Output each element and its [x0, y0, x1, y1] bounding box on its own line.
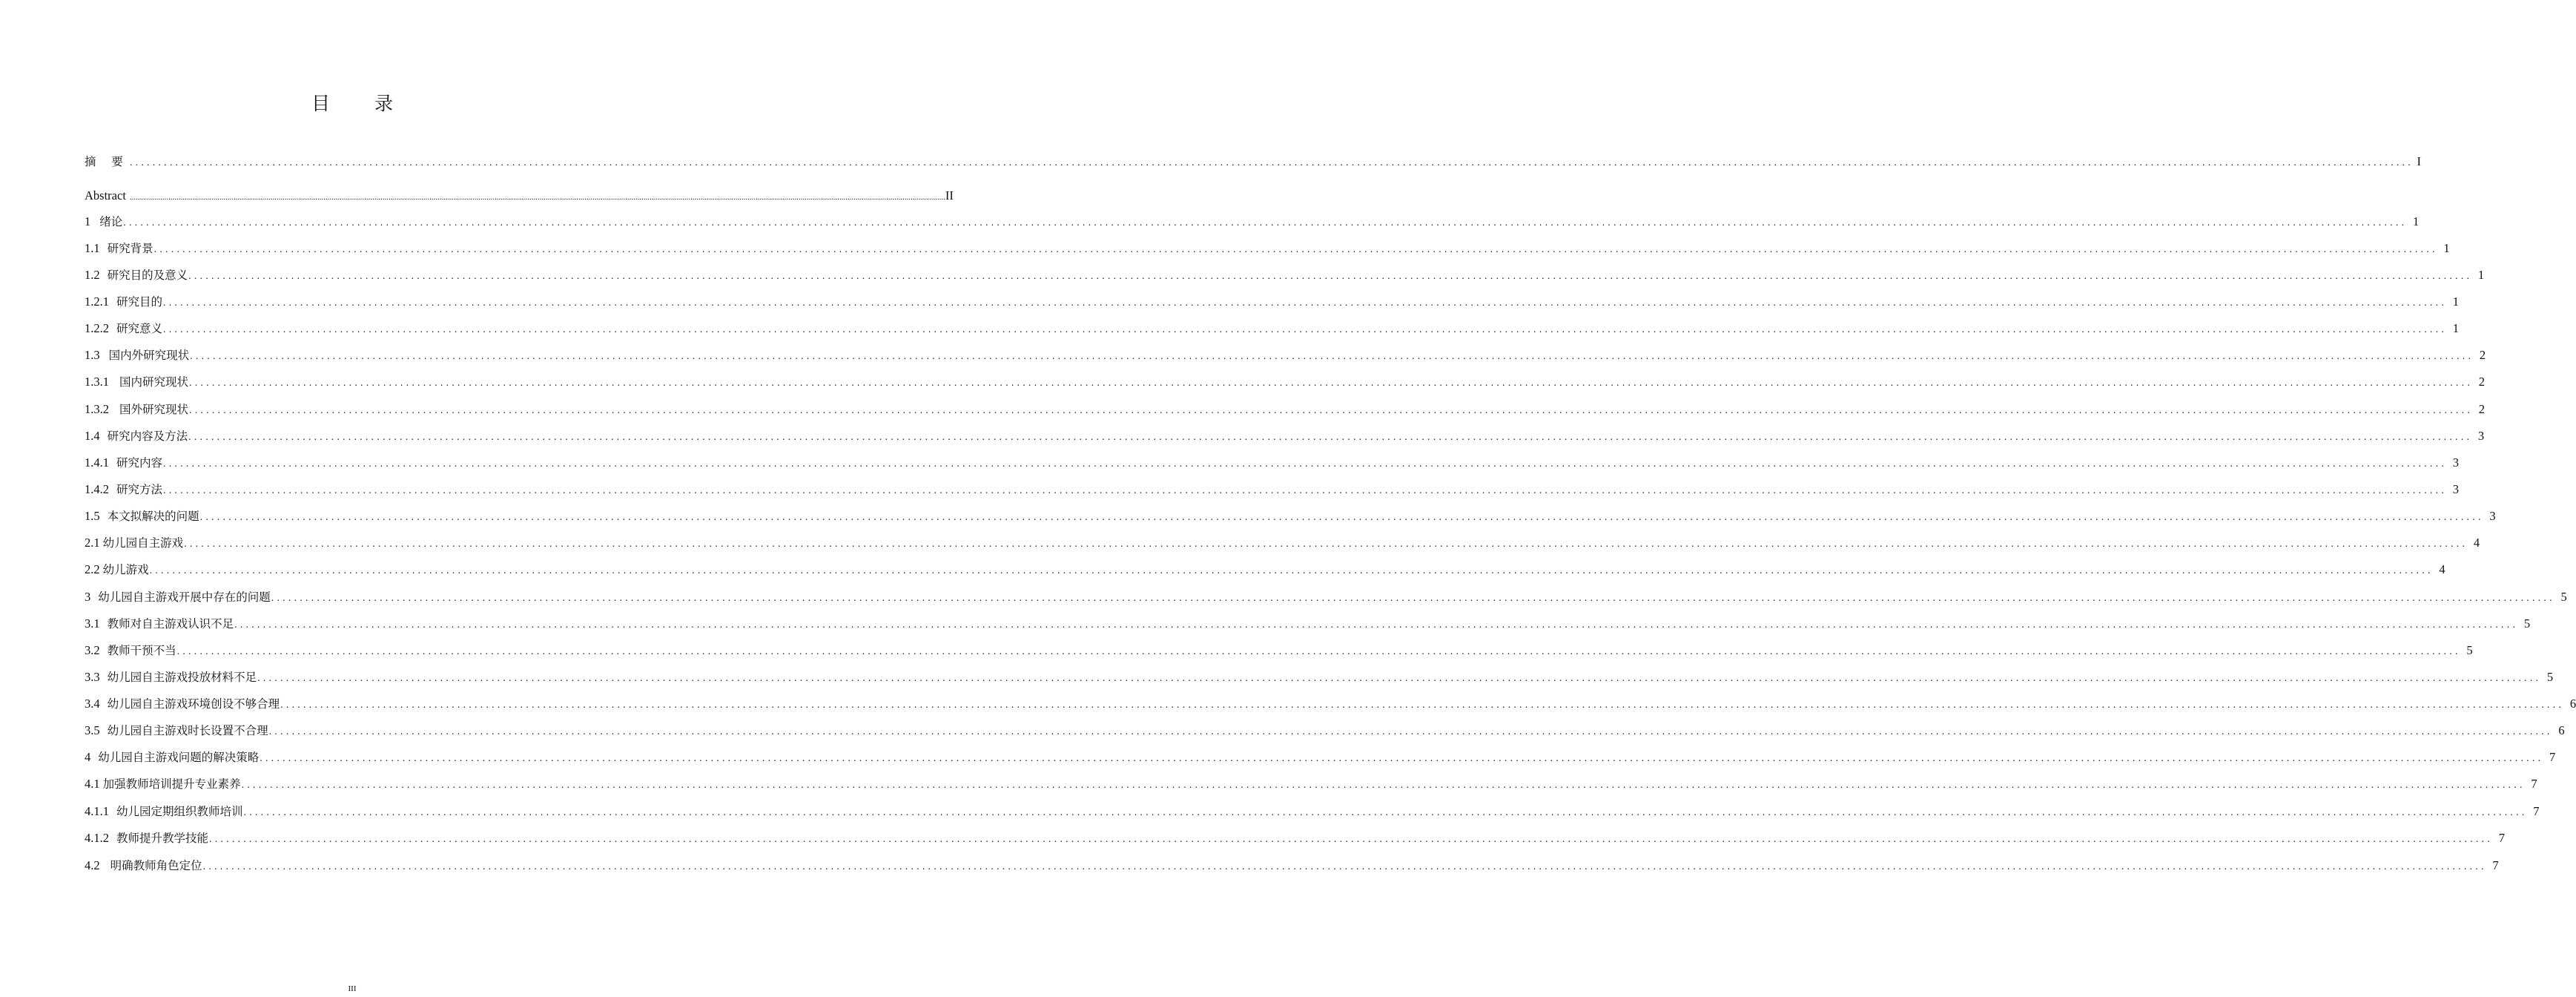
dot-leader: ................................................................................................................................................................................................................................................................................................................................................................................................................ [199, 512, 2484, 523]
toc-entry-text: 研究背景 [107, 242, 153, 255]
dot-leader: ................................................................................................................................................................................................................................................................................................................................................................................................................ [129, 157, 2414, 168]
toc-entry-number: 4.2 [85, 858, 100, 872]
toc-entry-label [85, 266, 188, 284]
toc-entry-number: 3.1 [85, 616, 100, 631]
toc-entry-text: 幼儿园定期组织教师培训 [116, 805, 243, 818]
toc-entry-text: 研究意义 [116, 322, 163, 335]
toc-entry-text: 研究方法 [116, 483, 163, 496]
toc-entry-page: 1 [2477, 268, 2485, 282]
toc-entry-text: 国外研究现状 [119, 403, 189, 416]
toc-entry-text: 教师提升教学技能 [116, 832, 209, 845]
toc-entry-text: 幼儿园自主游戏环境创设不够合理 [107, 697, 280, 711]
toc-entry-page: II [945, 188, 954, 203]
toc-entry-label [85, 534, 183, 552]
toc-entry-page: 4 [2439, 562, 2445, 576]
toc-entry-text: Abstract [85, 188, 126, 203]
toc-entry-page: 3 [2452, 455, 2460, 470]
dot-leader: ................................................................................................................................................................................................................................................................................................................................................................................................................ [271, 593, 2555, 604]
toc-entry-label [85, 803, 243, 820]
toc-entry-number: 1.3 [85, 348, 100, 362]
toc-entry-number: 3.5 [85, 723, 100, 737]
toc-entry[interactable] [85, 187, 954, 205]
toc-entry-page: 6 [2569, 697, 2576, 711]
toc-entry-text: 幼儿游戏 [102, 563, 149, 576]
toc-entry-text: 国内研究现状 [119, 375, 189, 389]
dot-leader: ................................................................................................................................................................................................................................................................................................................................................................................................................ [243, 807, 2528, 818]
dot-leader: ................................................................................................................................................................................................................................................................................................................................................................................................................ [189, 378, 2474, 389]
dot-leader: ................................................................................................................................................................................................................................................................................................................................................................................................................ [163, 458, 2448, 470]
toc-entry-label [85, 373, 188, 391]
toc-entry[interactable] [85, 615, 2531, 633]
toc-entry[interactable] [85, 642, 2473, 659]
toc-entry-label [85, 695, 280, 713]
toc-entry-text: 本文拟解决的问题 [107, 510, 199, 523]
dot-leader: ................................................................................................................................................................................................................................................................................................................................................................................................................ [123, 217, 2408, 228]
toc-entry[interactable] [85, 829, 2506, 847]
toc-entry-label [85, 240, 153, 257]
dot-leader: ................................................................................................................................................................................................................................................................................................................................................................................................................ [209, 834, 2494, 845]
toc-entry[interactable] [85, 748, 2556, 766]
toc-entry-label [85, 668, 257, 686]
toc-entry-text: 教师对自主游戏认识不足 [107, 617, 234, 631]
toc-entry[interactable] [85, 775, 2537, 793]
dot-leader: ................................................................................................................................................................................................................................................................................................................................................................................................................ [149, 565, 2434, 576]
toc-entry[interactable] [85, 153, 2421, 171]
toc-entry-number: 1.4.2 [85, 482, 109, 496]
dot-leader: ................................................................................................................................................................................................................................................................................................................................................................................................................ [129, 193, 945, 202]
dot-leader: ................................................................................................................................................................................................................................................................................................................................................................................................................ [163, 485, 2448, 496]
toc-entry-page: 4 [2473, 536, 2480, 550]
dot-leader: ................................................................................................................................................................................................................................................................................................................................................................................................................ [257, 673, 2542, 684]
toc-entry-page: 5 [2546, 670, 2554, 684]
toc-entry-label [85, 427, 188, 445]
toc-entry-text: 教师干预不当 [107, 644, 176, 657]
toc-entry[interactable] [85, 373, 2486, 391]
page-number-footer: III [348, 984, 357, 993]
toc-entry-number: 3 [85, 590, 91, 604]
toc-entry[interactable] [85, 427, 2485, 445]
toc-entry-number: 1 [85, 214, 91, 228]
toc-entry-text: 幼儿园自主游戏 [102, 536, 184, 550]
dot-leader: ................................................................................................................................................................................................................................................................................................................................................................................................................ [268, 726, 2553, 737]
toc-entry-label [85, 722, 268, 740]
toc-entry-number: 1.3.1 [85, 375, 109, 389]
page-title: 目 录 [311, 93, 412, 114]
toc-entry-label [85, 454, 162, 472]
toc-entry-number: 3.2 [85, 643, 100, 657]
toc-entry-page: 1 [2443, 241, 2450, 255]
toc-entry-page: 3 [2452, 482, 2460, 496]
toc-entry-label [85, 561, 149, 579]
toc-entry-text: 幼儿园自主游戏投放材料不足 [107, 671, 257, 684]
toc-entry-page: 7 [2498, 831, 2506, 845]
toc-entry-page: 7 [2492, 858, 2499, 872]
toc-entry-number: 3.3 [85, 670, 100, 684]
toc-entry[interactable] [85, 213, 2420, 231]
toc-entry-number: 1.1 [85, 241, 100, 255]
dot-leader: ................................................................................................................................................................................................................................................................................................................................................................................................................ [234, 619, 2519, 631]
toc-entry-label [85, 293, 162, 311]
toc-entry-number: 1.4.1 [85, 455, 109, 470]
toc-entry[interactable] [85, 588, 2567, 606]
dot-leader: ................................................................................................................................................................................................................................................................................................................................................................................................................ [163, 324, 2448, 335]
dot-leader: ................................................................................................................................................................................................................................................................................................................................................................................................................ [260, 753, 2544, 764]
toc-entry[interactable] [85, 401, 2486, 418]
dot-leader: ................................................................................................................................................................................................................................................................................................................................................................................................................ [280, 700, 2565, 711]
toc-entry-page: I [2417, 154, 2421, 168]
toc-entry-text: 国内外研究现状 [108, 349, 190, 362]
toc-entry[interactable] [85, 320, 2460, 338]
toc-entry-label [85, 320, 162, 338]
toc-entry-text: 研究目的 [116, 295, 163, 309]
toc-entry-number: 4.1 [85, 777, 100, 791]
toc-entry-page: 5 [2560, 590, 2567, 604]
toc-entry-page: 7 [2533, 804, 2540, 818]
toc-entry-text: 明确教师角色定位 [110, 859, 202, 872]
toc-entry[interactable] [85, 481, 2460, 498]
toc-entry-label [85, 642, 176, 659]
toc-entry-page: 7 [2549, 750, 2556, 764]
toc-entry-number: 3.4 [85, 697, 100, 711]
toc-entry-text: 摘 要 [85, 155, 129, 168]
toc-entry-number: 4.1.1 [85, 804, 109, 818]
toc-entry[interactable] [85, 668, 2554, 686]
dot-leader: ................................................................................................................................................................................................................................................................................................................................................................................................................ [241, 780, 2526, 791]
toc-entry-label [85, 346, 189, 364]
toc-entry-label [85, 829, 208, 847]
toc-entry[interactable] [85, 293, 2460, 311]
toc-entry-number: 2.2 [85, 562, 100, 576]
toc-entry-label [85, 187, 129, 205]
toc-entry-page: 6 [2558, 723, 2565, 737]
toc-entry-text: 研究内容及方法 [107, 430, 188, 443]
toc-entry[interactable] [85, 695, 2576, 713]
toc-entry-page: 7 [2531, 777, 2537, 791]
toc-entry-page: 1 [2452, 295, 2460, 309]
toc-entry-page: 2 [2479, 348, 2486, 362]
toc-entry-label [85, 857, 202, 875]
toc-entry-text: 幼儿园自主游戏问题的解决策略 [98, 751, 260, 764]
toc-entry-label [85, 507, 199, 525]
dot-leader: ................................................................................................................................................................................................................................................................................................................................................................................................................ [188, 432, 2473, 443]
toc-entry-number: 1.3.2 [85, 402, 109, 416]
toc-entry-page: 3 [2477, 429, 2485, 443]
toc-entry-page: 2 [2478, 375, 2486, 389]
toc-entry-label [85, 153, 129, 171]
toc-entry-label [85, 615, 234, 633]
toc-entry-label [85, 401, 188, 418]
toc-entry-number: 1.4 [85, 429, 100, 443]
toc-entry[interactable] [85, 857, 2499, 875]
toc-entry-number: 1.2.1 [85, 295, 109, 309]
toc-entry-text: 绪论 [99, 215, 123, 228]
toc-entry-text: 研究目的及意义 [107, 269, 188, 282]
toc-entry[interactable] [85, 346, 2486, 364]
toc-entry[interactable] [85, 240, 2450, 257]
toc-entry-page: 1 [2413, 214, 2420, 228]
toc-entry[interactable] [85, 266, 2485, 284]
toc-entry-label [85, 481, 162, 498]
toc-entry-text: 加强教师培训提升专业素养 [102, 777, 241, 791]
dot-leader: ................................................................................................................................................................................................................................................................................................................................................................................................................ [202, 861, 2487, 872]
toc-entry-number: 2.1 [85, 536, 100, 550]
toc-entry[interactable] [85, 454, 2460, 472]
toc-entry-number: 4.1.2 [85, 831, 109, 845]
toc-entry-label [85, 775, 241, 793]
toc-entry-number: 1.5 [85, 509, 100, 523]
toc-entry[interactable] [85, 561, 2445, 579]
toc-entry-page: 3 [2489, 509, 2496, 523]
toc-entry-label [85, 588, 271, 606]
toc-entry-text: 研究内容 [116, 456, 163, 470]
toc-entry[interactable] [85, 803, 2540, 820]
toc-entry[interactable] [85, 507, 2496, 525]
dot-leader: ................................................................................................................................................................................................................................................................................................................................................................................................................ [153, 244, 2438, 255]
toc-entry-page: 5 [2466, 643, 2473, 657]
toc-entry[interactable] [85, 534, 2480, 552]
toc-entry-text: 幼儿园自主游戏开展中存在的问题 [98, 590, 271, 604]
dot-leader: ................................................................................................................................................................................................................................................................................................................................................................................................................ [190, 351, 2474, 362]
toc-entry-page: 5 [2523, 616, 2531, 631]
dot-leader: ................................................................................................................................................................................................................................................................................................................................................................................................................ [163, 297, 2448, 309]
toc-entry[interactable] [85, 722, 2565, 740]
toc-entry-number: 4 [85, 750, 91, 764]
toc-entry-page: 1 [2452, 321, 2460, 335]
toc-entry-label [85, 748, 259, 766]
toc-entry-page: 2 [2478, 402, 2486, 416]
toc-entry-text: 幼儿园自主游戏时长设置不合理 [107, 724, 268, 737]
dot-leader: ................................................................................................................................................................................................................................................................................................................................................................................................................ [176, 646, 2461, 657]
dot-leader: ................................................................................................................................................................................................................................................................................................................................................................................................................ [188, 271, 2473, 282]
dot-leader: ................................................................................................................................................................................................................................................................................................................................................................................................................ [189, 405, 2474, 416]
dot-leader: ................................................................................................................................................................................................................................................................................................................................................................................................................ [184, 539, 2468, 550]
toc-entry-number: 1.2 [85, 268, 100, 282]
toc-entry-number: 1.2.2 [85, 321, 109, 335]
toc-entry-label [85, 213, 122, 231]
